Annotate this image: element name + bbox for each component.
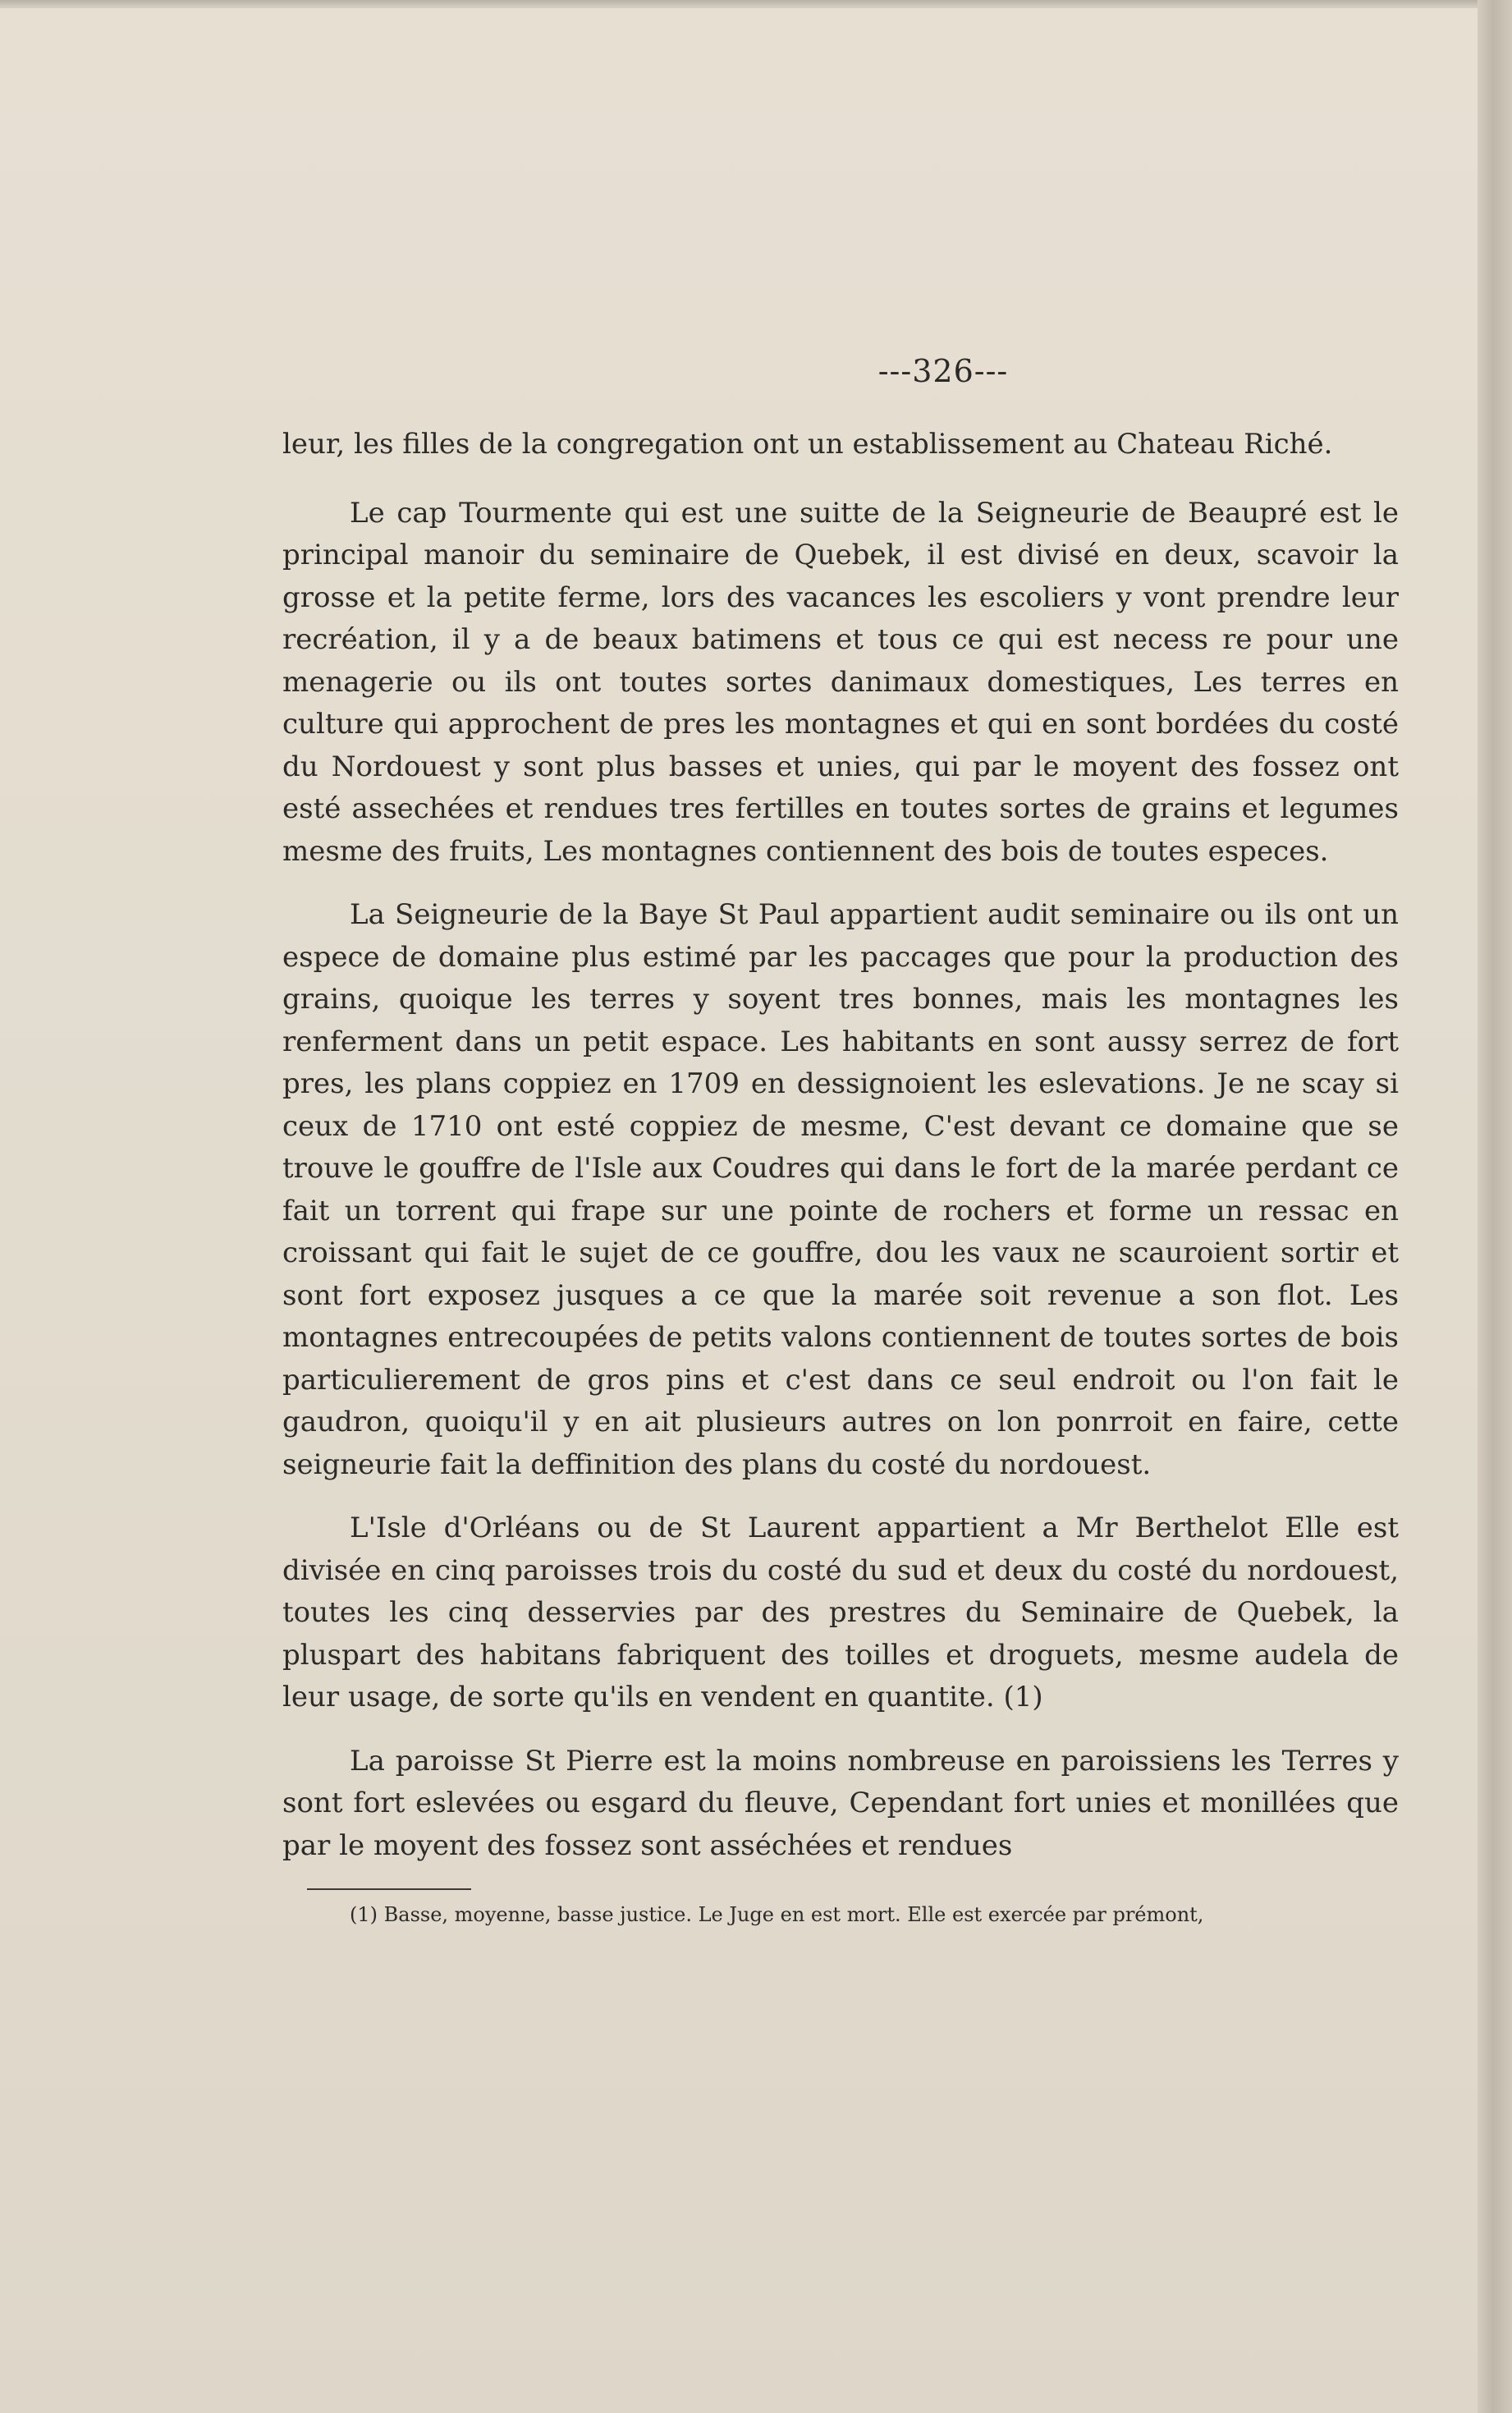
paragraph-isle-orleans: L'Isle d'Orléans ou de St Laurent appartient a Mr Berthelot Elle est divisée en cinq paroisses trois du costé du sud et deux du costé du nordouest, toutes les cinq desservies par des prestres du Seminaire de Quebek, la pluspart des habitans fabriquent des toilles et droguets, mesme audela de leur usage, de sorte qu'ils en vendent en quantite. (1) xyxy=(282,1512,1399,1713)
paragraph-cap-tourmente: Le cap Tourmente qui est une suitte de la Seigneurie de Beaupré est le principal manoir du seminaire de Quebek, il est divisé en deux, scavoir la grosse et la petite ferme, lors des vacances les escoliers y vont prendre leur recréation, il y a de beaux batimens et tous ce qui est necess re pour une menagerie ou ils ont toutes sortes danimaux domestiques, Les terres en culture qui approchent de pres les montagnes et qui en sont bordées du costé du Nordouest y sont plus basses et unies, qui par le moyent des fossez ont esté assechées et rendues tres fertilles en toutes sortes de grains et legumes mesme des fruits, Les montagnes contiennent des bois de toutes especes. xyxy=(282,496,1399,868)
page-text-block xyxy=(282,353,1399,1928)
paragraph-continuation: leur, les filles de la congregation ont un establissement au Chateau Riché. xyxy=(282,428,1333,461)
paragraph-baye-st-paul: La Seigneurie de la Baye St Paul appartient audit seminaire ou ils ont un espece de domaine plus estimé par les paccages que pour la production des grains, quoique les terres y soyent tres bonnes, mais les montagnes les renferment dans un petit espace. Les habitants en sont aussy serrez de fort pres, les plans coppiez en 1709 en dessignoient les eslevations. Je ne scay si ceux de 1710 ont esté coppiez de mesme, C'est devant ce domaine que se trouve le gouffre de l'Isle aux Coudres qui dans le fort de la marée perdant ce fait un torrent qui frape sur une pointe de rochers et forme un ressac en croissant qui fait le sujet de ce gouffre, dou les vaux ne scauroient sortir et sont fort exposez jusques a ce que la marée soit revenue a son flot. Les montagnes entrecoupées de petits valons contiennent de toutes sortes de bois particulierement de gros pins et c'est dans ce seul endroit ou l'on fait le gaudron, quoiqu'il y en ait plusieurs autres on lon ponrroit en faire, cette seigneurie fait la deffinition des plans du costé du nordouest. xyxy=(282,898,1399,1481)
page-number: ---326--- xyxy=(877,353,1009,389)
page-binding-edge xyxy=(1478,0,1512,2413)
paragraph-st-pierre: La paroisse St Pierre est la moins nombreuse en paroissiens les Terres y sont fort eslevées ou esgard du fleuve, Cependant fort unies et monillées que par le moyent des fossez sont asséchées et rendues xyxy=(282,1744,1399,1862)
footnote: (1) Basse, moyenne, basse justice. Le Juge en est mort. Elle est exercée par prémont, xyxy=(350,1903,1204,1926)
page-top-edge xyxy=(0,0,1512,8)
footnote-divider xyxy=(307,1888,471,1890)
